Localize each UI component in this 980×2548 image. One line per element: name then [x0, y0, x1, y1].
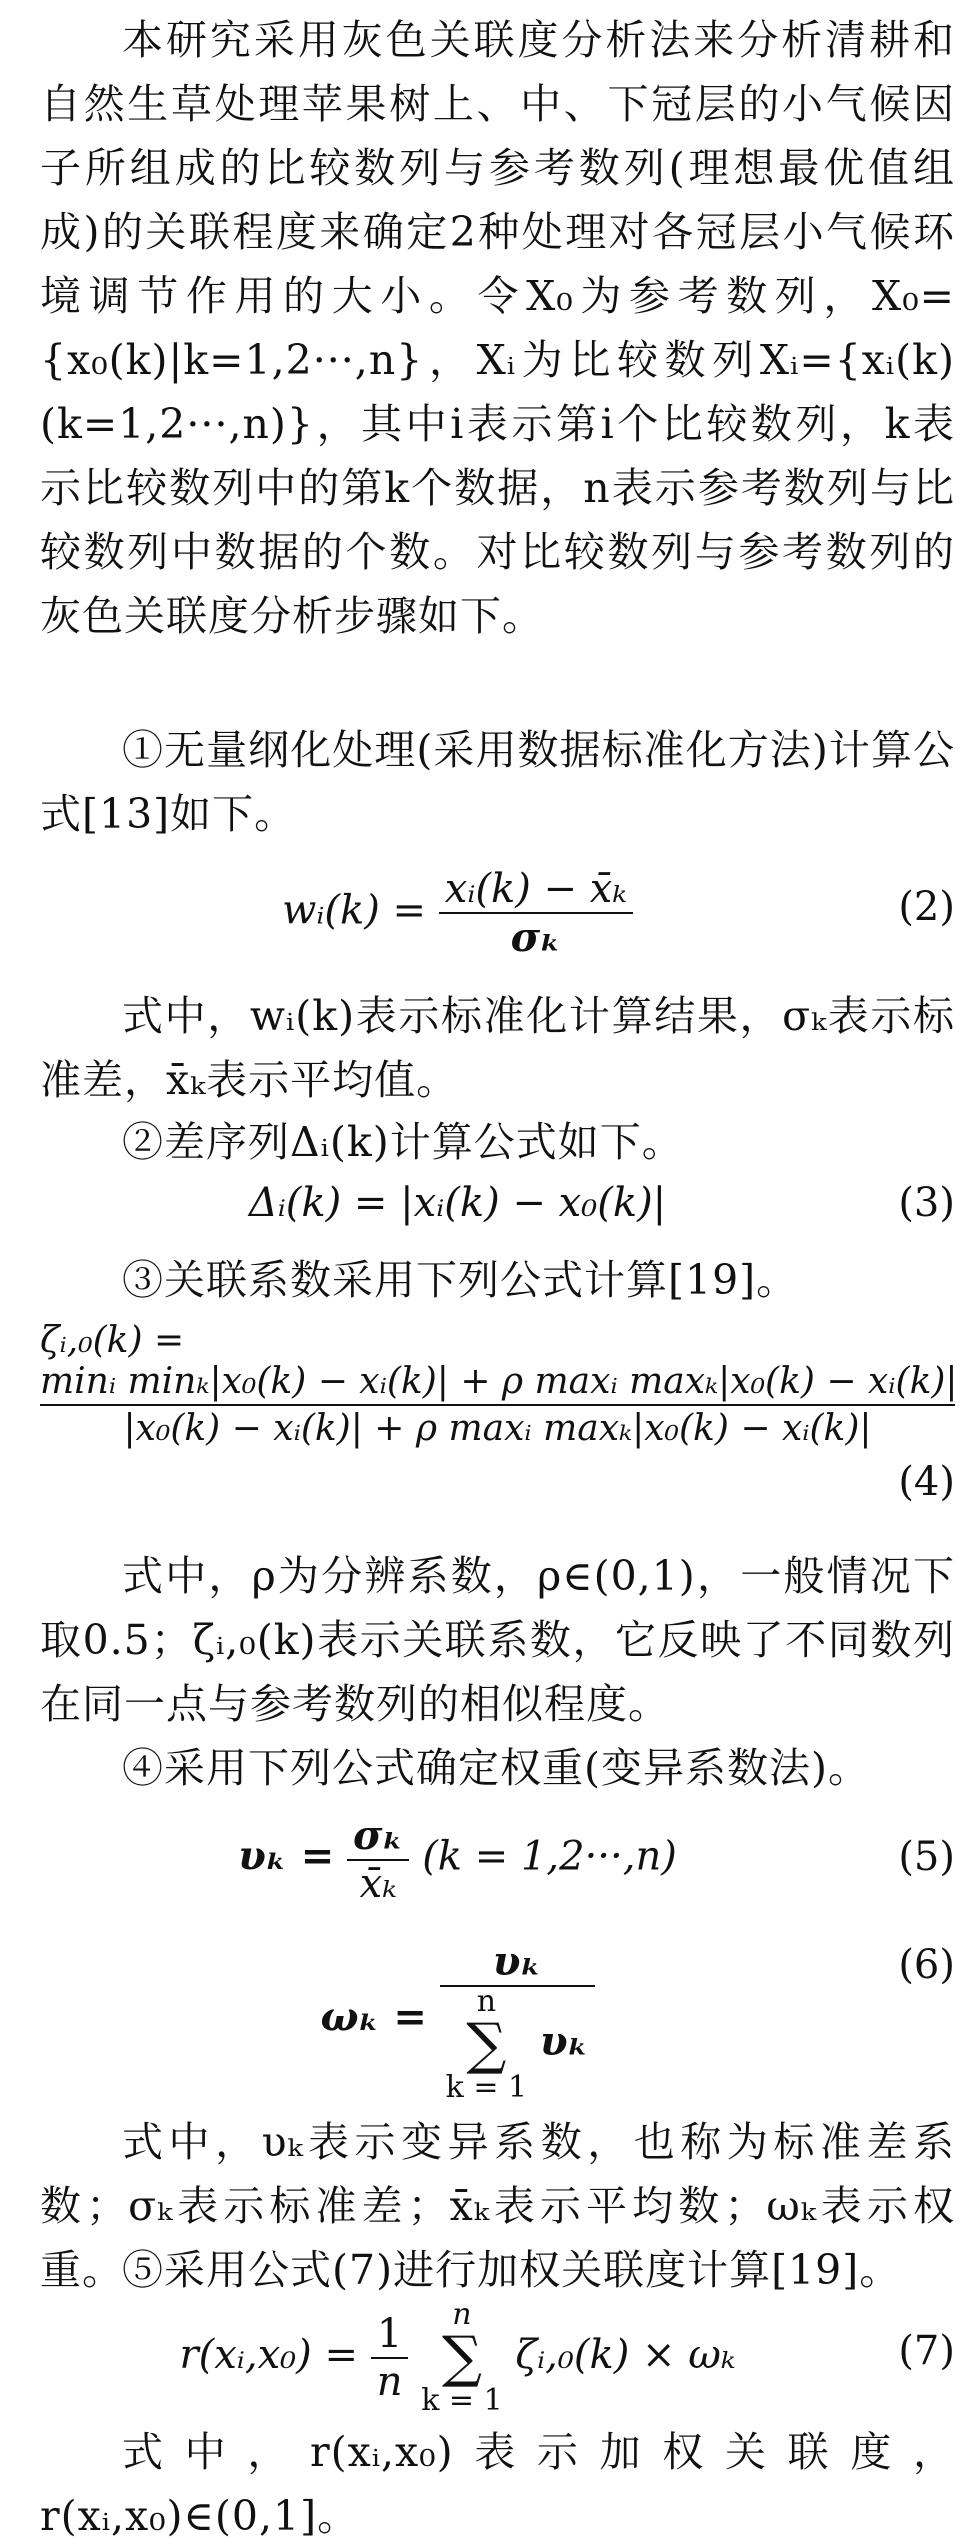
- equation-7-lhs: r(xᵢ,x₀) =: [179, 2332, 358, 2378]
- equation-2-numerator: xᵢ(k) − x̄ₖ: [444, 866, 627, 912]
- equation-7-sum-bottom: k = 1: [421, 2383, 503, 2418]
- equation-4-numerator: minᵢ minₖ|x₀(k) − xᵢ(k)| + ρ maxᵢ maxₖ|x₀(k) − xᵢ(k)|: [40, 1361, 958, 1402]
- equation-5-fraction: [347, 1812, 409, 1907]
- equation-2-number: (2): [898, 884, 955, 930]
- equation-7-number: (7): [898, 2328, 955, 2374]
- equation-7-fraction: [371, 2311, 409, 2405]
- step5-text: ⑤采用公式(7)进行加权关联度计算[19]。: [122, 2246, 902, 2294]
- equation-4-denominator: |x₀(k) − xᵢ(k)| + ρ maxᵢ maxₖ|x₀(k) − xᵢ(k)|: [123, 1408, 872, 1449]
- equation-4: [40, 1320, 958, 1505]
- equation-2-denominator: σₖ: [439, 912, 633, 961]
- step5-note: 式中，r(xᵢ,x₀)表示加权关联度，r(xᵢ,x₀)∈(0,1]。: [40, 2428, 955, 2540]
- equation-6-numerator: υₖ: [492, 1938, 542, 1985]
- equation-6-fraction: [440, 1938, 595, 2103]
- equation-7-numerator: 1: [376, 2311, 403, 2357]
- equation-2: [40, 866, 955, 966]
- equation-6-denominator: [440, 1985, 595, 2103]
- step1-note: 式中，wᵢ(k)表示标准化计算结果，σₖ表示标准差，x̄ₖ表示平均值。: [40, 992, 955, 1104]
- equation-6-body: [40, 1938, 875, 2103]
- step3-note: 式中，ρ为分辨系数，ρ∈(0,1)，一般情况下取0.5；ζᵢ,₀(k)表示关联系数，它反映了不同数列在同一点与参考数列的相似程度。: [40, 1552, 955, 1728]
- equation-6-number: (6): [898, 1942, 955, 1988]
- equation-6-lhs: ωₖ =: [320, 1993, 427, 2041]
- step1-text: ①无量纲化处理(采用数据标准化方法)计算公式[13]如下。: [40, 726, 955, 838]
- equation-5-body: [40, 1812, 875, 1907]
- equation-7-body-text: ζᵢ,₀(k) × ωₖ: [515, 2332, 736, 2378]
- equation-6-sum: [445, 1984, 528, 2105]
- sigma-icon: ∑: [466, 2012, 507, 2077]
- step2-text: ②差序列Δᵢ(k)计算公式如下。: [122, 1118, 684, 1166]
- step4-text: ④采用下列公式确定权重(变异系数法)。: [122, 1744, 870, 1792]
- equation-5-denominator: x̄ₖ: [347, 1859, 409, 1907]
- equation-5-number: (5): [898, 1834, 955, 1880]
- step3-text: ③关联系数采用下列公式计算[19]。: [122, 1256, 799, 1304]
- equation-7-sum: [421, 2297, 503, 2418]
- sigma-icon: ∑: [441, 2325, 482, 2390]
- equation-7: [40, 2297, 955, 2418]
- equation-6-sum-top: n: [476, 1984, 497, 2019]
- equation-7-sum-top: n: [452, 2297, 472, 2332]
- equation-5-range: (k = 1,2···,n): [422, 1833, 677, 1880]
- equation-4-number: (4): [898, 1459, 955, 1505]
- equation-3-body: Δᵢ(k) = |xᵢ(k) − x₀(k)|: [248, 1180, 667, 1226]
- equation-7-body: [40, 2297, 875, 2418]
- equation-5: [40, 1812, 955, 1912]
- equation-2-lhs: wᵢ(k) =: [282, 887, 427, 934]
- equation-5-lhs: υₖ =: [238, 1832, 335, 1880]
- equation-4-fraction-bar: [40, 1404, 955, 1406]
- equation-6-sum-body: υₖ: [539, 2018, 589, 2065]
- equation-7-denominator: n: [371, 2357, 409, 2405]
- equation-5-numerator: σₖ: [353, 1812, 404, 1859]
- intro-paragraph: 本研究采用灰色关联度分析法来分析清耕和自然生草处理苹果树上、中、下冠层的小气候因子所组成的比较数列与参考数列(理想最优值组成)的关联程度来确定2种处理对各冠层小气候环境调节作用的大小。令X₀为参考数列，X₀={x₀(k)|k=1,2···,n}，Xᵢ为比较数列Xᵢ={xᵢ(k)(k=1,2···,n)}，其中i表示第i个比较数列，k表示比较数列中的第k个数据，n表示参考数列与比较数列中数据的个数。对比较数列与参考数列的灰色关联度分析步骤如下。: [40, 16, 955, 640]
- step4-note: 式中，υₖ表示变异系数，也称为标准差系数；σₖ表示标准差；x̄ₖ表示平均数；ωₖ表示权重。: [40, 2118, 955, 2294]
- equation-6: [40, 1938, 955, 2105]
- equation-6-sum-bottom: k = 1: [445, 2070, 528, 2105]
- equation-2-fraction: [439, 866, 633, 961]
- equation-2-body: [40, 866, 875, 961]
- equation-3-number: (3): [898, 1180, 955, 1226]
- equation-4-lhs: ζᵢ,₀(k) =: [40, 1320, 185, 1361]
